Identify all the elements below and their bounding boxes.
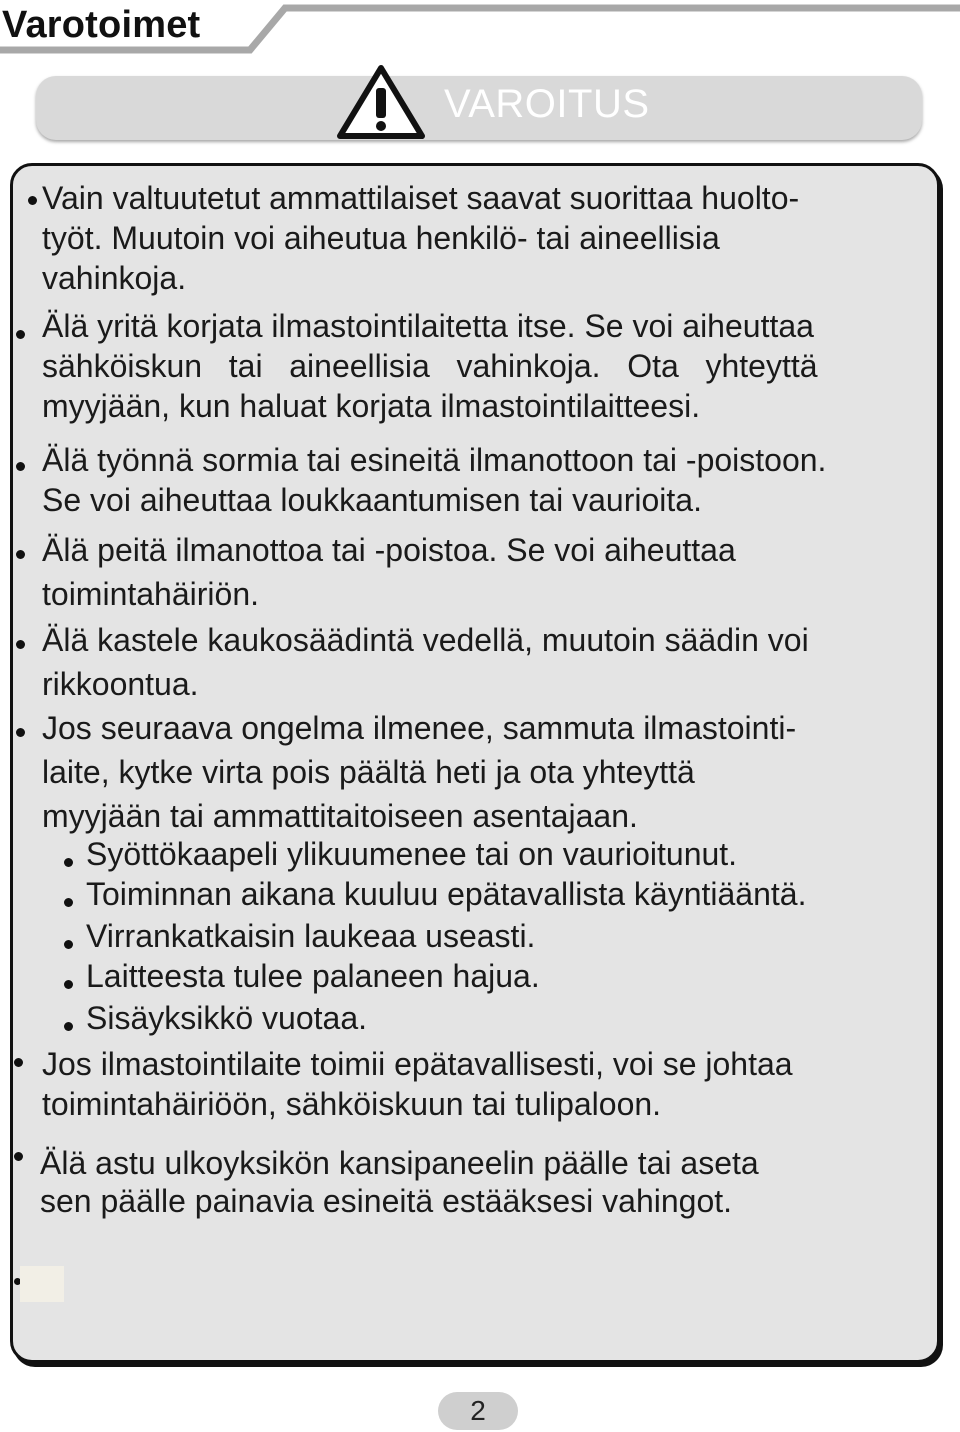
item-line: työt. Muutoin voi aiheutua henkilö- tai aineellisia <box>42 220 720 256</box>
list-item <box>42 178 799 298</box>
item-line: Älä työnnä sormia tai esineitä ilmanottoon tai -poistoon. <box>42 442 827 478</box>
bullet-dot <box>28 196 37 205</box>
sub-list-item: Laitteesta tulee palaneen hajua. <box>86 958 540 994</box>
item-line: sen päälle painavia esineitä estääksesi vahingot. <box>40 1183 733 1219</box>
item-line: Se voi aiheuttaa loukkaantumisen tai vaurioita. <box>42 482 702 518</box>
item-line: vahinkoja. <box>42 260 187 296</box>
item-line: Älä peitä ilmanottoa tai -poistoa. Se voi aiheuttaa <box>42 532 736 568</box>
list-item <box>42 1044 793 1124</box>
sub-list-item: Syöttökaapeli ylikuumenee tai on vaurioitunut. <box>86 836 738 872</box>
list-item <box>42 528 736 616</box>
item-line: Vain valtuutetut ammattilaiset saavat suorittaa huolto- <box>42 180 800 216</box>
item-line: Jos ilmastointilaite toimii epätavallisesti, voi se johtaa <box>42 1046 793 1082</box>
sub-list-item: Sisäyksikkö vuotaa. <box>86 1000 368 1036</box>
blank-placeholder <box>20 1266 64 1302</box>
item-line: rikkoontua. <box>42 666 199 702</box>
item-line: Älä yritä korjata ilmastointilaitetta itse. Se voi aiheuttaa <box>42 308 814 344</box>
sub-bullet-dot <box>64 940 73 949</box>
page-title: Varotoimet <box>2 4 201 46</box>
item-line: Jos seuraava ongelma ilmenee, sammuta ilmastointi- <box>42 710 797 746</box>
list-item <box>42 440 826 520</box>
warning-triangle-icon <box>336 64 426 140</box>
item-line: toimintahäiriön. <box>42 576 259 612</box>
bullet-dot <box>16 462 25 471</box>
sub-bullet-dot <box>64 898 73 907</box>
bullet-dot <box>16 728 25 737</box>
banner-title: VAROITUS <box>444 82 650 126</box>
list-item <box>40 1144 759 1220</box>
item-line: Älä kastele kaukosäädintä vedellä, muutoin säädin voi <box>42 622 809 658</box>
item-line: myyjään, kun haluat korjata ilmastointilaitteesi. <box>42 388 701 424</box>
bullet-dot <box>14 1152 23 1161</box>
item-line: laite, kytke virta pois päältä heti ja ota yhteyttä <box>42 754 695 790</box>
item-line: sähköiskun tai aineellisia vahinkoja. Ota yhteyttä <box>42 348 818 384</box>
sub-bullet-dot <box>64 858 73 867</box>
sub-list-item: Toiminnan aikana kuuluu epätavallista käyntiääntä. <box>86 876 807 912</box>
bullet-dot <box>16 330 25 339</box>
sub-list-item: Virrankatkaisin laukeaa useasti. <box>86 918 536 954</box>
item-line: toimintahäiriöön, sähköiskuun tai tulipaloon. <box>42 1086 662 1122</box>
bullet-dot <box>16 640 25 649</box>
sub-bullet-dot <box>64 980 73 989</box>
page-number: 2 <box>438 1392 518 1430</box>
item-line: Älä astu ulkoyksikön kansipaneelin päälle tai aseta <box>40 1145 759 1181</box>
item-line: myyjään tai ammattitaitoiseen asentajaan. <box>42 798 638 834</box>
bullet-dot <box>16 550 25 559</box>
bullet-dot <box>14 1058 23 1067</box>
list-item <box>42 706 796 838</box>
list-item <box>42 618 809 706</box>
sub-bullet-dot <box>64 1022 73 1031</box>
list-item <box>42 306 818 426</box>
header-divider <box>0 0 960 60</box>
